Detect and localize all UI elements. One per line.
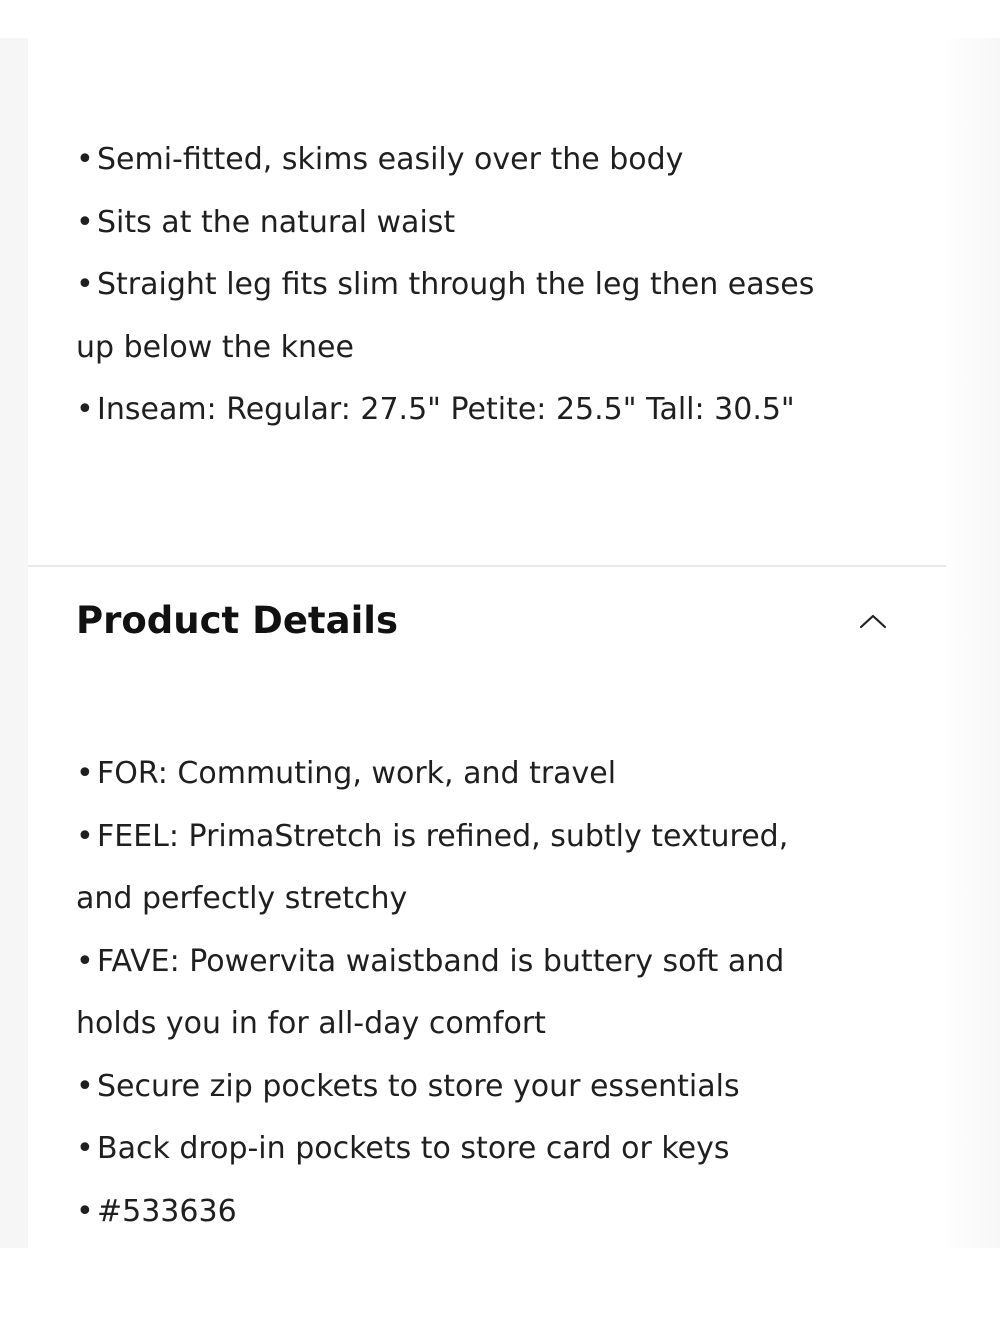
list-item — [76, 1056, 788, 1119]
list-item-text: Straight leg fits slim through the leg then eases — [97, 267, 815, 302]
right-page-margin — [946, 38, 1000, 1248]
bullet-glyph: • — [76, 756, 94, 791]
bullet-glyph: • — [76, 1131, 94, 1166]
left-page-margin — [0, 38, 28, 1248]
bullet-glyph: • — [76, 943, 94, 979]
list-item — [76, 192, 814, 255]
list-item — [76, 254, 814, 317]
bullet-glyph: • — [76, 1068, 94, 1104]
bullet-glyph: • — [76, 392, 94, 427]
list-item — [76, 931, 788, 994]
list-item-text: FEEL: PrimaStretch is refined, subtly textured, — [97, 818, 789, 854]
list-item-continuation — [76, 868, 788, 931]
list-item-text: Secure zip pockets to store your essentials — [97, 1068, 740, 1104]
bullet-glyph: • — [76, 1193, 94, 1229]
bullet-glyph: • — [76, 142, 94, 177]
list-item — [76, 806, 788, 869]
bottom-blank-area — [0, 1248, 1000, 1333]
list-item — [76, 379, 814, 442]
list-item-text: Sits at the natural waist — [97, 204, 456, 240]
product-details-accordion-header[interactable] — [28, 588, 946, 654]
list-item-text: #533636 — [97, 1193, 237, 1229]
section-title: Product Details — [76, 599, 398, 642]
list-item-text: up below the knee — [76, 329, 354, 365]
list-item — [76, 1181, 788, 1244]
list-item — [76, 129, 814, 192]
list-item — [76, 743, 788, 806]
bullet-glyph: • — [76, 204, 94, 240]
list-item-text: holds you in for all-day comfort — [76, 1006, 546, 1041]
list-item-text: Semi-fitted, skims easily over the body — [97, 142, 684, 177]
list-item-text: FOR: Commuting, work, and travel — [97, 756, 617, 791]
fit-feature-list — [76, 129, 814, 442]
list-item-text: Back drop-in pockets to store card or keys — [97, 1131, 730, 1166]
product-info-panel — [28, 38, 946, 1248]
product-details-list — [76, 743, 788, 1243]
list-item-continuation — [76, 993, 788, 1056]
bullet-glyph: • — [76, 818, 94, 854]
list-item — [76, 1118, 788, 1181]
list-item-text: Inseam: Regular: 27.5" Petite: 25.5" Tall: 30.5" — [97, 392, 795, 427]
list-item-text: and perfectly stretchy — [76, 881, 408, 916]
bullet-glyph: • — [76, 267, 94, 302]
list-item-text: FAVE: Powervita waistband is buttery soft and — [97, 943, 785, 979]
chevron-up-icon[interactable] — [858, 609, 888, 633]
list-item-continuation — [76, 317, 814, 380]
section-divider — [28, 565, 946, 567]
